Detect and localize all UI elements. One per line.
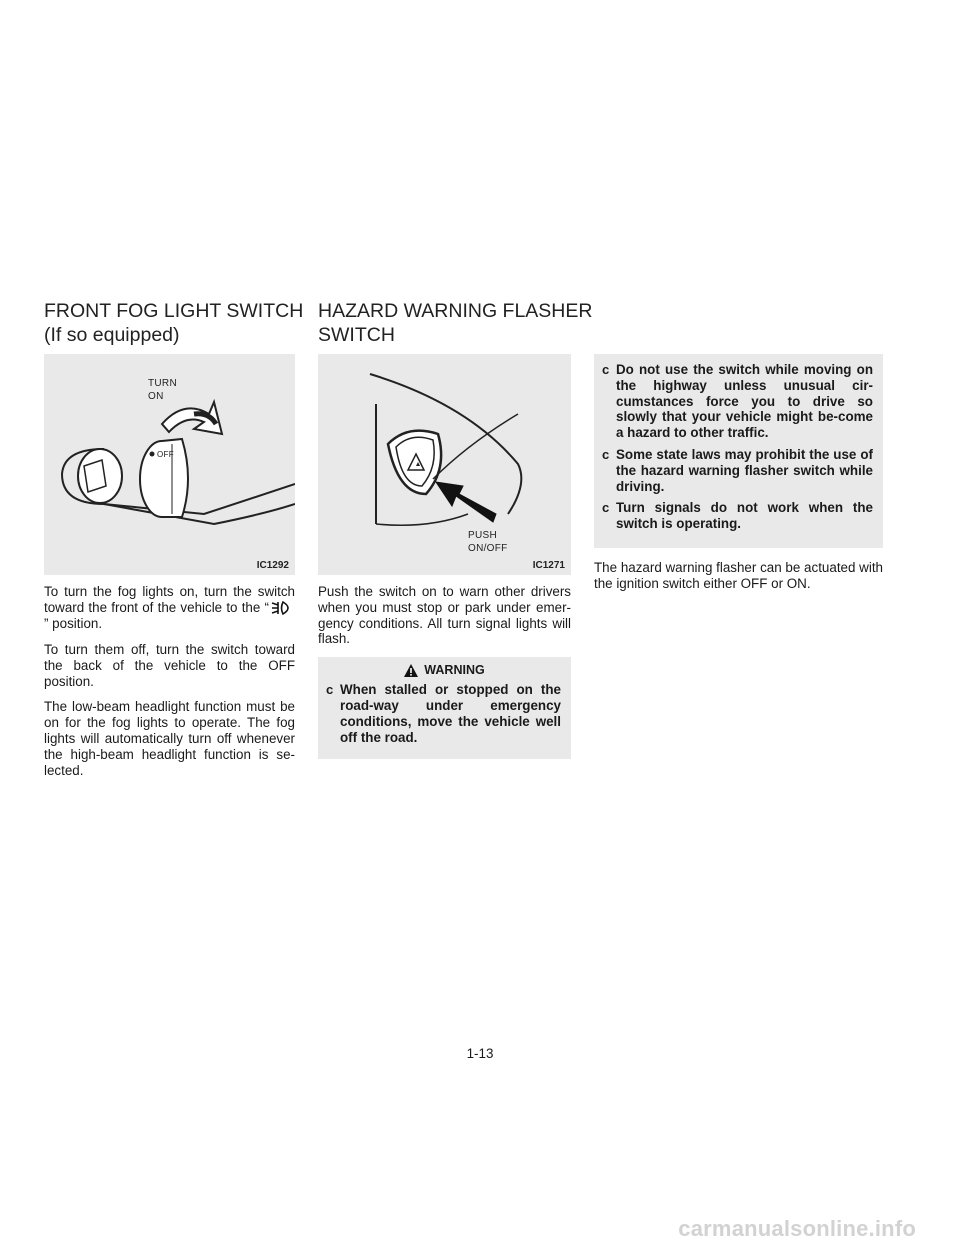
middle-heading bbox=[318, 299, 598, 347]
hazard-paragraph-2: The hazard warning flasher can be actuated with the ignition switch either OFF or ON. bbox=[594, 559, 883, 591]
page-number: 1-13 bbox=[466, 1046, 494, 1061]
warning-box-continued bbox=[594, 354, 883, 548]
fog-p1-after: ” position. bbox=[44, 616, 103, 632]
fog-paragraph-2: To turn them off, turn the switch toward the back of the vehicle to the OFF position. bbox=[44, 642, 295, 689]
heading-fog-line2: (If so equipped) bbox=[44, 324, 180, 346]
hazard-switch-illustration bbox=[318, 354, 571, 575]
bullet-marker: c bbox=[602, 362, 610, 377]
fog-paragraph-3: The low-beam headlight function must be on for the fog lights to operate. The fog lights will automatically turn off whenever the high-beam headlight function is se-lected. bbox=[44, 699, 295, 778]
middle-column-text bbox=[318, 584, 571, 759]
fog-p1-before: To turn the fog lights on, turn the switch toward the front of the vehicle to the “ bbox=[44, 584, 295, 615]
hazard-switch-figure bbox=[318, 354, 571, 575]
warning-bullet-text: Turn signals do not work when the switch is operating. bbox=[616, 500, 873, 532]
fig-text-turn: TURN bbox=[148, 378, 177, 389]
warning-bullet-text: Do not use the switch while moving on the highway unless unusual cir-cumstances force you to drive so slowly that your vehicle might be-come a hazard to other traffic. bbox=[616, 362, 873, 441]
warning-title-text: WARNING bbox=[424, 663, 485, 678]
hazard-paragraph-1: Push the switch on to warn other drivers when you must stop or park under emer-gency conditions. All turn signal lights will flash. bbox=[318, 584, 571, 647]
heading-hazard-line1: HAZARD WARNING FLASHER bbox=[318, 300, 593, 322]
warning-bullet-text: Some state laws may prohibit the use of the hazard warning flasher switch while driving. bbox=[616, 446, 873, 494]
warning-bullet bbox=[594, 362, 883, 447]
footer-watermark: carmanualsonline.info bbox=[678, 1216, 916, 1241]
warning-bullet-text: When stalled or stopped on the road-way under emergency conditions, move the vehicle well off the road. bbox=[340, 682, 561, 745]
figure-code-ic1292: IC1292 bbox=[256, 560, 289, 571]
fig-text-push: PUSH bbox=[468, 530, 497, 541]
figure-code-ic1271: IC1271 bbox=[532, 560, 565, 571]
bullet-marker: c bbox=[602, 446, 610, 462]
right-column-text bbox=[594, 354, 883, 602]
warning-bullet bbox=[318, 682, 571, 751]
left-column-text bbox=[44, 584, 295, 788]
bullet-marker: c bbox=[326, 682, 334, 698]
front-fog-light-icon bbox=[269, 600, 295, 616]
left-heading bbox=[44, 299, 304, 347]
fog-paragraph-1 bbox=[44, 584, 295, 632]
warning-bullet bbox=[594, 500, 883, 538]
heading-hazard-line2: SWITCH bbox=[318, 324, 395, 346]
fog-switch-figure bbox=[44, 354, 295, 575]
bullet-marker: c bbox=[602, 500, 610, 516]
warning-box bbox=[318, 657, 571, 759]
heading-fog-line1: FRONT FOG LIGHT SWITCH bbox=[44, 300, 304, 322]
fig-text-on: ON bbox=[148, 391, 164, 402]
fig-text-onoff: ON/OFF bbox=[468, 543, 508, 554]
warning-title bbox=[318, 657, 571, 682]
fig-text-off: OFF bbox=[157, 450, 174, 459]
warning-triangle-icon bbox=[404, 664, 418, 677]
warning-bullet bbox=[594, 447, 883, 500]
